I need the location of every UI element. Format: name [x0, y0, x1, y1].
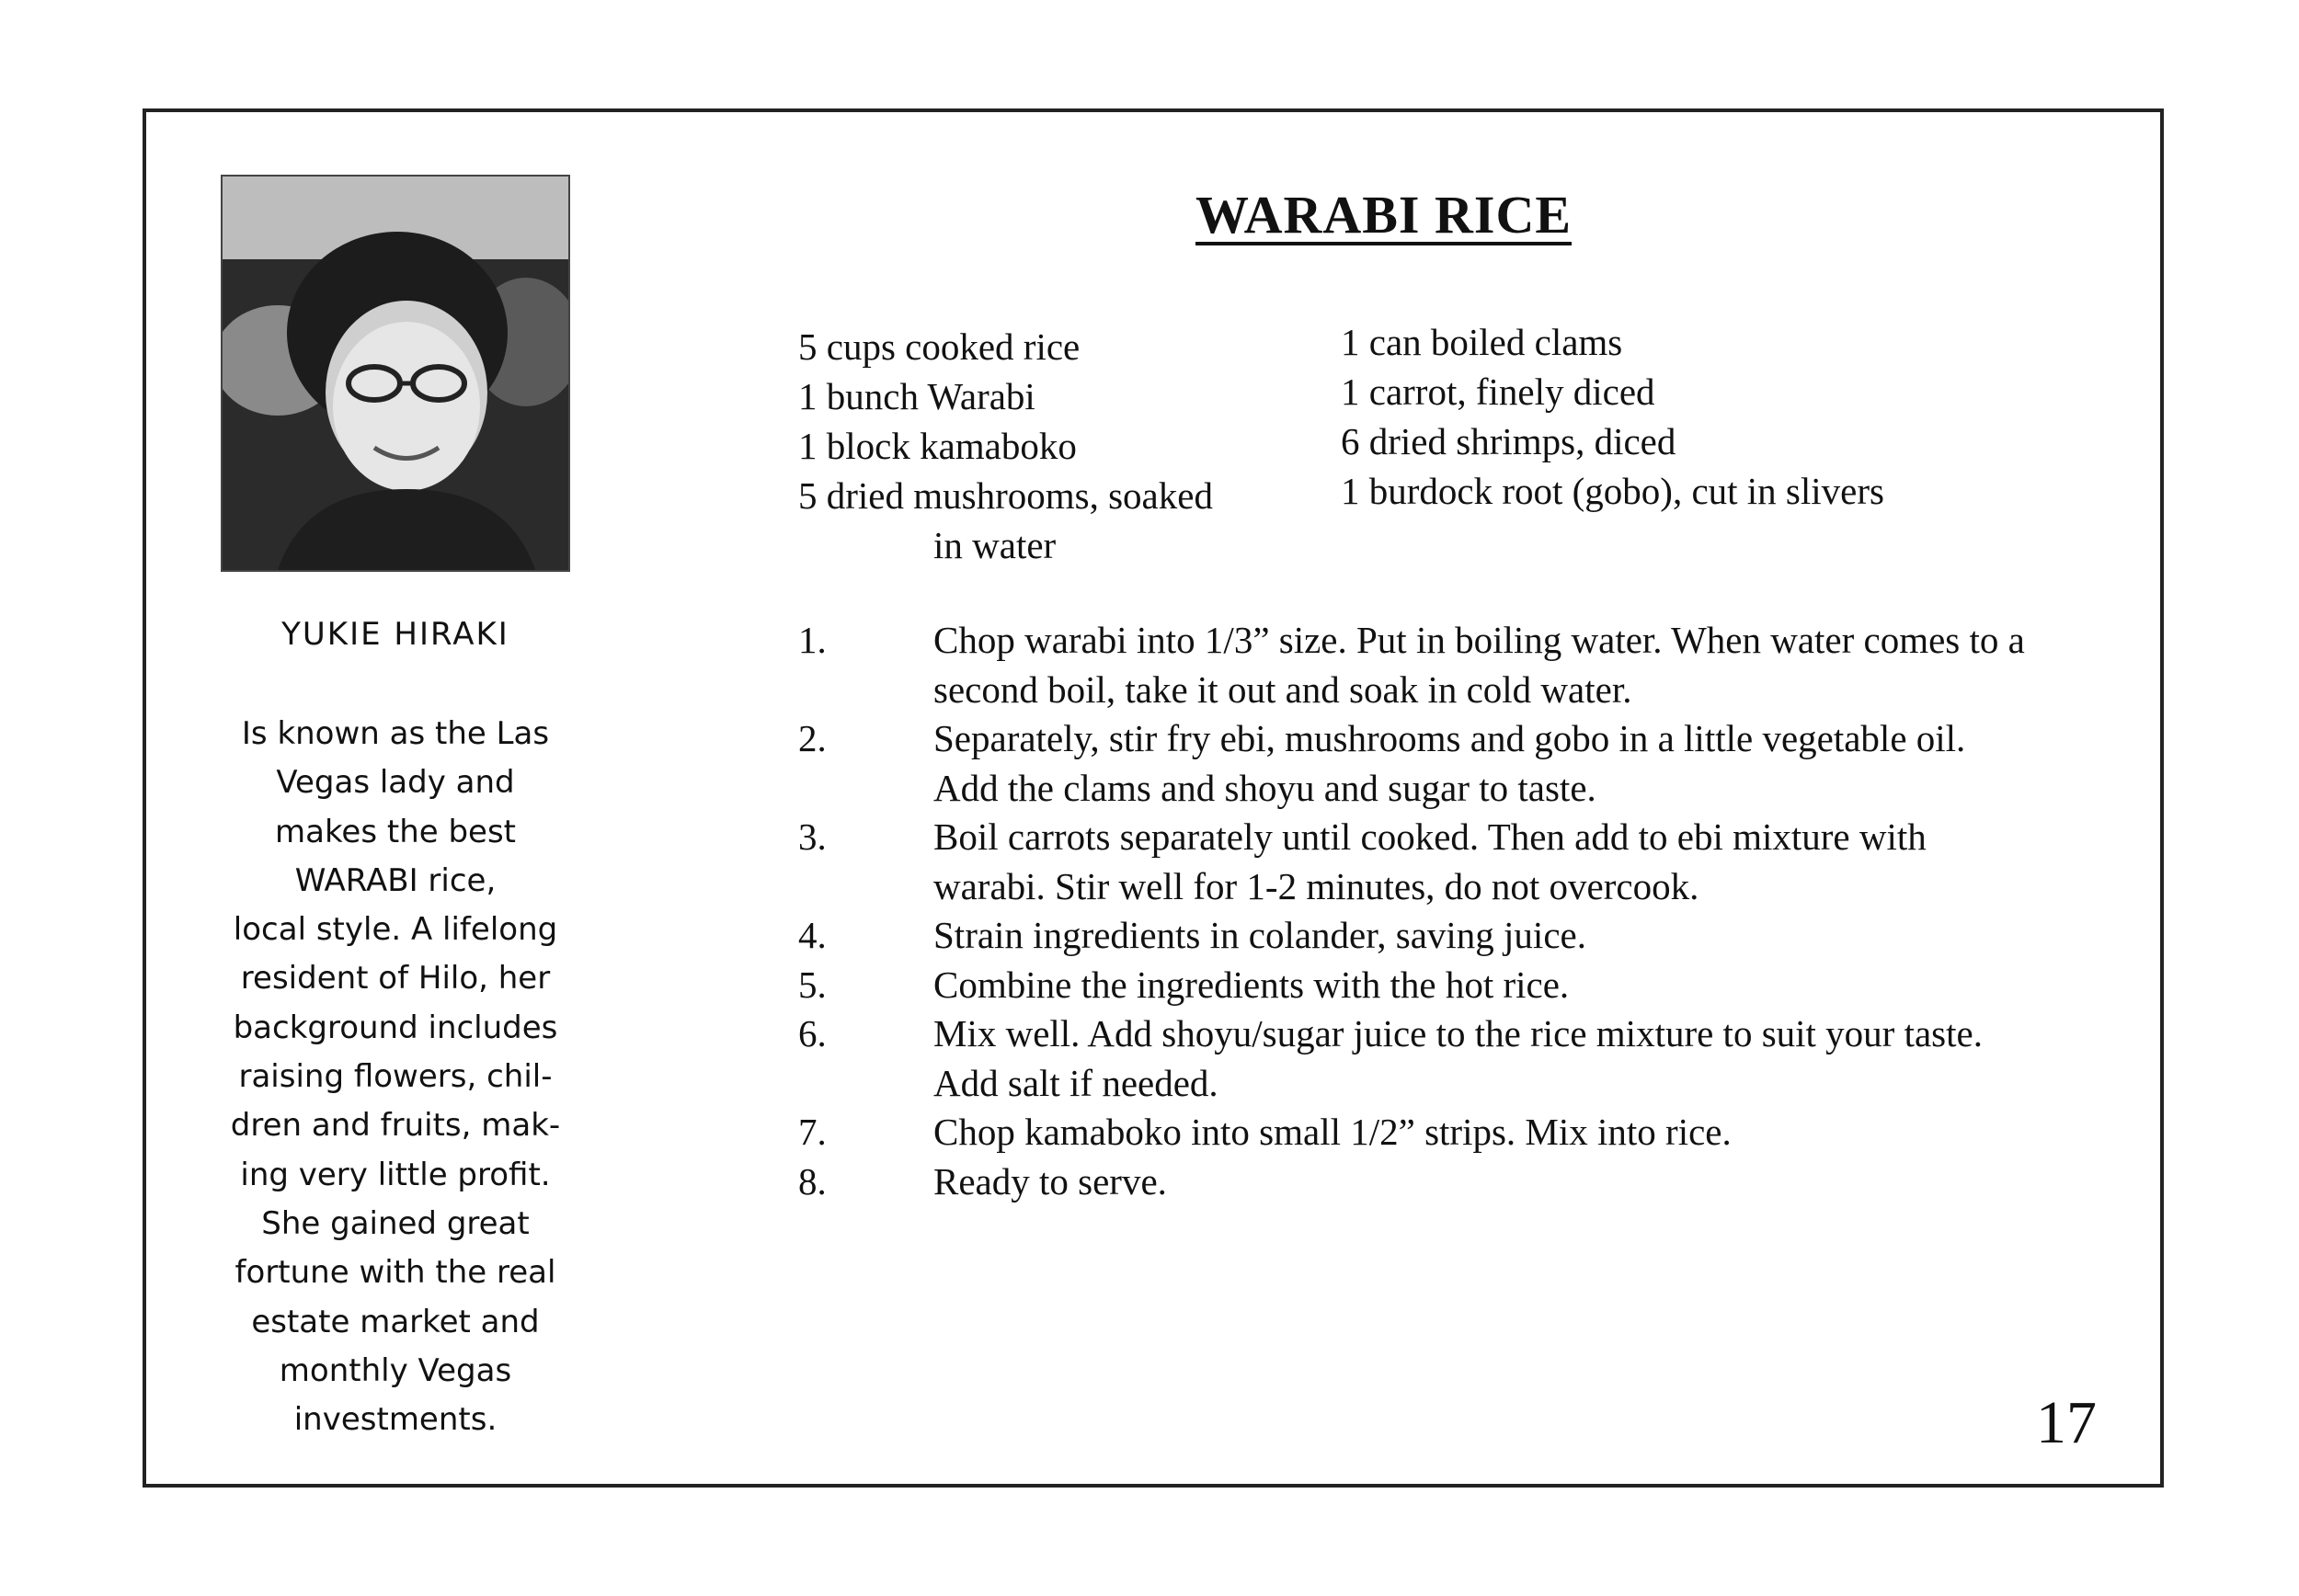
page-number: 17 — [2036, 1389, 2097, 1456]
recipe-title: WARABI RICE — [1195, 185, 1573, 245]
ingredient-item: 1 burdock root (gobo), cut in slivers — [1341, 470, 1884, 512]
bio-line: She gained great — [261, 1204, 530, 1242]
portrait-image — [223, 177, 568, 570]
ingredient-item: 5 dried mushrooms, soaked — [798, 474, 1213, 517]
bio-line: background includes — [233, 1009, 558, 1046]
ingredient-item: 6 dried shrimps, diced — [1341, 420, 1676, 462]
step-text: Strain ingredients in colander, saving juice. — [933, 914, 1586, 956]
bio-line: monthly Vegas — [279, 1351, 512, 1389]
bio-line: ing very little profit. — [240, 1156, 551, 1193]
contributor-bio — [166, 710, 625, 1444]
instruction-step — [798, 1157, 2030, 1207]
step-number: 8. — [798, 1159, 827, 1203]
ingredient-item: 5 cups cooked rice — [798, 325, 1081, 368]
ingredients-right-column — [1341, 317, 1884, 516]
step-number: 1. — [798, 619, 827, 661]
bio-line: WARABI rice, — [294, 861, 497, 899]
step-number: 7. — [798, 1111, 827, 1153]
instruction-step — [798, 813, 2030, 911]
step-number: 6. — [798, 1012, 827, 1054]
step-text: Boil carrots separately until cooked. Then add to ebi mixture with warabi. Stir well for 1-2 minutes, do not overcook. — [933, 815, 1927, 907]
bio-line: investments. — [293, 1401, 498, 1439]
instructions-list — [798, 616, 2030, 1206]
step-number: 5. — [798, 963, 827, 1006]
ingredient-item: 1 bunch Warabi — [798, 375, 1035, 417]
bio-line: Vegas lady and — [276, 764, 515, 802]
instruction-step — [798, 1108, 2030, 1157]
bio-line: raising flowers, chil- — [238, 1058, 553, 1096]
bio-line: Is known as the Las — [241, 715, 550, 752]
bio-line: resident of Hilo, her — [240, 960, 551, 998]
bio-line: makes the best — [274, 813, 517, 850]
instruction-step — [798, 616, 2030, 714]
step-text: Separately, stir fry ebi, mushrooms and gobo in a little vegetable oil. Add the clams and shoyu and sugar to taste. — [933, 717, 1966, 809]
bio-line: dren and fruits, mak- — [230, 1107, 561, 1145]
bio-line: estate market and — [251, 1303, 540, 1340]
instruction-step — [798, 714, 2030, 813]
bio-line: fortune with the real — [234, 1254, 556, 1292]
step-number: 4. — [798, 914, 827, 956]
ingredient-item: 1 can boiled clams — [1341, 321, 1623, 363]
instruction-step — [798, 911, 2030, 961]
step-text: Ready to serve. — [933, 1159, 1167, 1203]
instruction-step — [798, 961, 2030, 1010]
step-text: Combine the ingredients with the hot rice. — [933, 963, 1570, 1006]
step-text: Chop warabi into 1/3” size. Put in boiling water. When water comes to a second boil, take it out and soak in cold water. — [933, 619, 2025, 711]
ingredient-item: 1 block kamaboko — [798, 425, 1077, 467]
instruction-step — [798, 1009, 2030, 1108]
step-number: 2. — [798, 717, 827, 759]
contributor-name: YUKIE HIRAKI — [281, 616, 509, 653]
bio-line: local style. A lifelong — [233, 911, 558, 949]
step-text: Mix well. Add shoyu/sugar juice to the rice mixture to suit your taste. Add salt if needed. — [933, 1012, 1983, 1104]
ingredient-item-continuation: in water — [933, 524, 1057, 566]
step-text: Chop kamaboko into small 1/2” strips. Mix into rice. — [933, 1111, 1732, 1153]
step-number: 3. — [798, 815, 827, 858]
contributor-photo — [221, 175, 570, 572]
ingredients-left-column — [798, 322, 1213, 570]
ingredient-item: 1 carrot, finely diced — [1341, 370, 1655, 413]
